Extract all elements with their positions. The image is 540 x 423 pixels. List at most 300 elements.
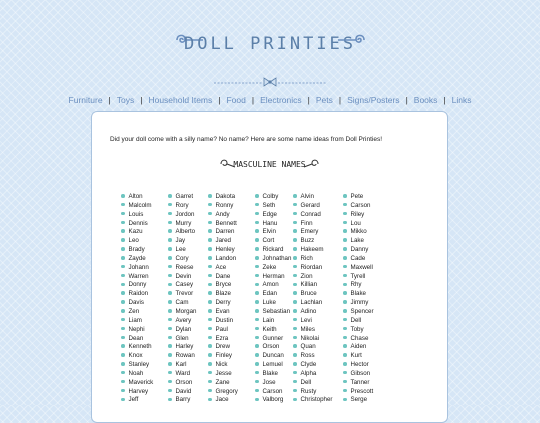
name-text: Cort bbox=[262, 237, 275, 245]
bullet-icon bbox=[255, 380, 259, 384]
bullet-icon bbox=[255, 362, 259, 366]
name-list-item bbox=[208, 255, 238, 264]
name-text: Orson bbox=[262, 343, 280, 351]
name-text: Andy bbox=[215, 210, 230, 218]
name-text: Murry bbox=[175, 219, 192, 227]
bullet-icon bbox=[255, 389, 259, 393]
name-text: Tanner bbox=[350, 378, 370, 386]
bullet-icon bbox=[121, 274, 125, 278]
bullet-icon bbox=[208, 389, 212, 393]
name-text: Dell bbox=[300, 378, 312, 386]
bullet-icon bbox=[343, 221, 347, 225]
bullet-icon bbox=[343, 203, 347, 207]
name-list-item bbox=[208, 211, 238, 220]
name-list-item bbox=[208, 273, 238, 282]
bullet-icon bbox=[168, 344, 172, 348]
bullet-icon bbox=[255, 327, 259, 331]
intro-text: Did your doll come with a silly name? No name? Here are some name ideas from Doll Printies! bbox=[110, 136, 383, 143]
name-text: Liam bbox=[128, 316, 142, 324]
nav-separator: | bbox=[251, 95, 255, 105]
name-list-item bbox=[208, 299, 238, 308]
nav-toys[interactable]: Toys bbox=[116, 95, 135, 105]
name-text: Jared bbox=[215, 237, 231, 245]
name-column bbox=[168, 193, 196, 405]
name-list-item bbox=[208, 335, 238, 344]
name-list-item bbox=[121, 335, 153, 344]
name-text: Jose bbox=[262, 378, 276, 386]
bullet-icon bbox=[208, 194, 212, 198]
name-text: Prescott bbox=[350, 387, 374, 395]
name-text: Blaze bbox=[215, 290, 231, 298]
name-list-item bbox=[168, 264, 196, 273]
name-text: Stanley bbox=[128, 361, 150, 369]
name-list-item bbox=[343, 193, 374, 202]
name-list-item bbox=[255, 246, 291, 255]
name-text: Lake bbox=[350, 237, 364, 245]
name-text: Noah bbox=[128, 369, 144, 377]
name-text: Warren bbox=[128, 272, 149, 280]
name-column bbox=[121, 193, 153, 405]
bullet-icon bbox=[293, 229, 297, 233]
name-text: Duncan bbox=[262, 352, 284, 360]
name-text: Karl bbox=[175, 361, 187, 369]
name-text: Rich bbox=[300, 254, 313, 262]
name-text: David bbox=[175, 387, 192, 395]
name-list-item bbox=[293, 361, 332, 370]
name-list-item bbox=[168, 370, 196, 379]
name-list-item bbox=[255, 281, 291, 290]
name-text: Paul bbox=[215, 325, 228, 333]
name-text: Edge bbox=[262, 210, 277, 218]
name-text: Maverick bbox=[128, 378, 154, 386]
name-list-item bbox=[255, 193, 291, 202]
name-list-item bbox=[208, 228, 238, 237]
name-list-item bbox=[208, 370, 238, 379]
bullet-icon bbox=[208, 256, 212, 260]
name-list-item bbox=[121, 246, 153, 255]
name-list-item bbox=[293, 211, 332, 220]
bullet-icon bbox=[293, 344, 297, 348]
bullet-icon bbox=[168, 309, 172, 313]
name-text: Rusty bbox=[300, 387, 317, 395]
name-list-item bbox=[293, 273, 332, 282]
main-nav bbox=[0, 95, 540, 105]
bullet-icon bbox=[121, 318, 125, 322]
bullet-icon bbox=[208, 274, 212, 278]
name-list-item bbox=[293, 308, 332, 317]
bullet-icon bbox=[168, 203, 172, 207]
bullet-icon bbox=[208, 380, 212, 384]
name-text: Gibson bbox=[350, 369, 371, 377]
name-text: Hanu bbox=[262, 219, 278, 227]
name-text: Carson bbox=[350, 201, 371, 209]
name-list-item bbox=[293, 193, 332, 202]
name-text: Alpha bbox=[300, 369, 317, 377]
name-list-item bbox=[343, 352, 374, 361]
name-list-item bbox=[208, 281, 238, 290]
name-text: Levi bbox=[300, 316, 312, 324]
name-text: Colby bbox=[262, 193, 279, 200]
name-text: Dell bbox=[350, 316, 362, 324]
bullet-icon bbox=[255, 274, 259, 278]
name-text: Alton bbox=[128, 193, 143, 200]
name-list-item bbox=[293, 202, 332, 211]
bullet-icon bbox=[168, 327, 172, 331]
name-text: Dean bbox=[128, 334, 144, 342]
bullet-icon bbox=[168, 221, 172, 225]
bullet-icon bbox=[168, 229, 172, 233]
name-text: Orson bbox=[175, 378, 193, 386]
nav-signs-posters[interactable]: Signs/Posters bbox=[347, 95, 400, 105]
name-text: Lachlan bbox=[300, 299, 323, 307]
name-list-item bbox=[255, 343, 291, 352]
bullet-icon bbox=[255, 221, 259, 225]
swirl-ornament-small-right-icon bbox=[303, 158, 319, 170]
name-list-item bbox=[168, 281, 196, 290]
name-text: Ward bbox=[175, 369, 191, 377]
name-text: Adino bbox=[300, 307, 317, 315]
name-text: Seth bbox=[262, 201, 276, 209]
name-list-item bbox=[208, 202, 238, 211]
bullet-icon bbox=[168, 371, 172, 375]
bullet-icon bbox=[293, 283, 297, 287]
name-text: Finley bbox=[215, 352, 233, 360]
name-list-item bbox=[255, 202, 291, 211]
name-list-item bbox=[343, 299, 374, 308]
name-text: Nephi bbox=[128, 325, 145, 333]
name-list-item bbox=[121, 343, 153, 352]
name-text: Tyrell bbox=[350, 272, 366, 280]
name-list-item bbox=[343, 237, 374, 246]
name-text: Kurt bbox=[350, 352, 362, 360]
bullet-icon bbox=[255, 247, 259, 251]
name-list-item bbox=[208, 246, 238, 255]
nav-links[interactable]: Links bbox=[451, 95, 472, 105]
bullet-icon bbox=[168, 362, 172, 366]
name-text: Gunner bbox=[262, 334, 284, 342]
bullet-icon bbox=[208, 371, 212, 375]
bullet-icon bbox=[255, 212, 259, 216]
name-text: Avery bbox=[175, 316, 192, 324]
name-text: Garret bbox=[175, 193, 194, 200]
name-text: Hector bbox=[350, 361, 369, 369]
name-list-item bbox=[121, 228, 153, 237]
bullet-icon bbox=[208, 291, 212, 295]
name-list-item bbox=[343, 220, 374, 229]
name-list-item bbox=[121, 317, 153, 326]
bullet-icon bbox=[293, 327, 297, 331]
bullet-icon bbox=[343, 309, 347, 313]
name-text: Riley bbox=[350, 210, 365, 218]
name-text: Trevor bbox=[175, 290, 194, 298]
name-list-item bbox=[121, 352, 153, 361]
name-column bbox=[293, 193, 332, 405]
name-text: Raidon bbox=[128, 290, 149, 298]
name-list-item bbox=[343, 264, 374, 273]
name-text: Zeke bbox=[262, 263, 277, 271]
name-column bbox=[255, 193, 291, 405]
name-text: Gerard bbox=[300, 201, 320, 209]
nav-separator: | bbox=[338, 95, 342, 105]
name-list-item bbox=[343, 388, 374, 397]
bullet-icon bbox=[343, 283, 347, 287]
name-text: Jordon bbox=[175, 210, 195, 218]
bullet-icon bbox=[255, 344, 259, 348]
name-text: Jimmy bbox=[350, 299, 369, 307]
name-text: Rowan bbox=[175, 352, 195, 360]
bullet-icon bbox=[208, 398, 212, 402]
name-list-item bbox=[168, 246, 196, 255]
name-text: Gregory bbox=[215, 387, 238, 395]
bullet-icon bbox=[343, 274, 347, 278]
bullet-icon bbox=[168, 238, 172, 242]
bullet-icon bbox=[343, 336, 347, 340]
name-list-item bbox=[168, 396, 196, 405]
name-list-item bbox=[293, 290, 332, 299]
name-text: Harvey bbox=[128, 387, 149, 395]
bullet-icon bbox=[293, 362, 297, 366]
name-column bbox=[208, 193, 238, 405]
name-text: Keith bbox=[262, 325, 277, 333]
name-list-item bbox=[121, 299, 153, 308]
bullet-icon bbox=[208, 309, 212, 313]
bullet-icon bbox=[293, 353, 297, 357]
bullet-icon bbox=[343, 318, 347, 322]
swirl-ornament-right-icon bbox=[336, 32, 366, 48]
section-title: MASCULINE NAMES bbox=[233, 160, 306, 169]
nav-separator: | bbox=[218, 95, 221, 105]
name-list-item bbox=[255, 326, 291, 335]
name-list-item bbox=[208, 352, 238, 361]
name-list-item bbox=[343, 211, 374, 220]
name-list-item bbox=[168, 343, 196, 352]
nav-books[interactable]: Books bbox=[413, 95, 438, 105]
bullet-icon bbox=[343, 327, 347, 331]
name-list-item bbox=[255, 308, 291, 317]
bullet-icon bbox=[168, 389, 172, 393]
name-list-item bbox=[255, 273, 291, 282]
name-text: Dennis bbox=[128, 219, 148, 227]
name-list-item bbox=[293, 281, 332, 290]
name-list-item bbox=[343, 317, 374, 326]
name-list-item bbox=[293, 379, 332, 388]
name-text: Luke bbox=[262, 299, 276, 307]
bullet-icon bbox=[168, 265, 172, 269]
name-text: Cam bbox=[175, 299, 189, 307]
name-text: Valborg bbox=[262, 396, 284, 404]
name-text: Donny bbox=[128, 281, 147, 289]
bullet-icon bbox=[293, 380, 297, 384]
name-text: Landon bbox=[215, 254, 237, 262]
bullet-icon bbox=[168, 274, 172, 278]
name-list-item bbox=[168, 326, 196, 335]
name-text: Ezra bbox=[215, 334, 229, 342]
name-text: Amon bbox=[262, 281, 279, 289]
name-list-item bbox=[255, 361, 291, 370]
name-list-item bbox=[255, 370, 291, 379]
name-list-item bbox=[168, 211, 196, 220]
bullet-icon bbox=[343, 300, 347, 304]
name-list-item bbox=[293, 370, 332, 379]
bullet-icon bbox=[121, 389, 125, 393]
bullet-icon bbox=[343, 256, 347, 260]
name-text: Darren bbox=[215, 228, 235, 236]
name-text: Sebastian bbox=[262, 307, 291, 315]
bullet-icon bbox=[255, 353, 259, 357]
nav-electronics[interactable]: Electronics bbox=[260, 95, 302, 105]
name-list-item bbox=[121, 388, 153, 397]
name-list-item bbox=[255, 317, 291, 326]
name-list-item bbox=[168, 388, 196, 397]
name-text: Ross bbox=[300, 352, 315, 360]
bullet-icon bbox=[293, 194, 297, 198]
name-list-item bbox=[168, 220, 196, 229]
content-panel bbox=[91, 111, 448, 423]
name-text: Rickard bbox=[262, 246, 284, 254]
name-text: Derry bbox=[215, 299, 231, 307]
name-text: Brady bbox=[128, 246, 145, 254]
name-list-item bbox=[121, 202, 153, 211]
name-list-item bbox=[293, 220, 332, 229]
name-list-item bbox=[343, 396, 374, 405]
name-list-item bbox=[343, 308, 374, 317]
name-text: Lee bbox=[175, 246, 186, 254]
name-text: Danny bbox=[350, 246, 369, 254]
name-text: Hakeem bbox=[300, 246, 324, 254]
bullet-icon bbox=[293, 221, 297, 225]
bullet-icon bbox=[121, 194, 125, 198]
name-list-item bbox=[343, 255, 374, 264]
bullet-icon bbox=[293, 336, 297, 340]
bullet-icon bbox=[255, 398, 259, 402]
name-list-item bbox=[255, 290, 291, 299]
name-text: Reese bbox=[175, 263, 194, 271]
site-header bbox=[0, 30, 540, 60]
name-list-item bbox=[343, 246, 374, 255]
name-list-item bbox=[293, 228, 332, 237]
name-list-item bbox=[168, 290, 196, 299]
bullet-icon bbox=[121, 247, 125, 251]
name-text: Evan bbox=[215, 307, 230, 315]
bullet-icon bbox=[343, 389, 347, 393]
bullet-icon bbox=[343, 212, 347, 216]
bullet-icon bbox=[293, 309, 297, 313]
bullet-icon bbox=[121, 336, 125, 340]
name-text: Zen bbox=[128, 307, 140, 315]
name-text: Kenneth bbox=[128, 343, 152, 351]
bullet-icon bbox=[255, 229, 259, 233]
bullet-icon bbox=[121, 221, 125, 225]
name-list-item bbox=[255, 220, 291, 229]
bullet-icon bbox=[293, 291, 297, 295]
name-list-item bbox=[168, 335, 196, 344]
bullet-icon bbox=[168, 256, 172, 260]
name-text: Riordan bbox=[300, 263, 323, 271]
site-title[interactable]: DOLL PRINTIES bbox=[183, 34, 357, 54]
name-list-item bbox=[168, 237, 196, 246]
nav-household-items[interactable]: Household Items bbox=[148, 95, 213, 105]
bullet-icon bbox=[208, 203, 212, 207]
nav-pets[interactable]: Pets bbox=[315, 95, 333, 105]
bullet-icon bbox=[208, 336, 212, 340]
name-text: Bennett bbox=[215, 219, 237, 227]
name-list-item bbox=[255, 388, 291, 397]
bullet-icon bbox=[208, 238, 212, 242]
name-text: Dustin bbox=[215, 316, 234, 324]
name-list-item bbox=[168, 255, 196, 264]
nav-furniture[interactable]: Furniture bbox=[68, 95, 103, 105]
nav-separator: | bbox=[140, 95, 143, 105]
name-list-item bbox=[121, 273, 153, 282]
name-text: Carson bbox=[262, 387, 283, 395]
bullet-icon bbox=[343, 291, 347, 295]
name-text: Herman bbox=[262, 272, 285, 280]
name-list-item bbox=[121, 290, 153, 299]
bullet-icon bbox=[293, 247, 297, 251]
bullet-icon bbox=[121, 256, 125, 260]
name-list-item bbox=[208, 379, 238, 388]
name-text: Lain bbox=[262, 316, 275, 324]
name-list-item bbox=[293, 299, 332, 308]
name-list-item bbox=[293, 396, 332, 405]
bullet-icon bbox=[293, 265, 297, 269]
name-list-item bbox=[293, 264, 332, 273]
bullet-icon bbox=[121, 371, 125, 375]
nav-separator: | bbox=[405, 95, 408, 105]
bullet-icon bbox=[121, 398, 125, 402]
name-list-item bbox=[121, 211, 153, 220]
bullet-icon bbox=[208, 212, 212, 216]
bullet-icon bbox=[168, 212, 172, 216]
bullet-icon bbox=[255, 309, 259, 313]
name-list-item bbox=[121, 193, 153, 202]
name-list-item bbox=[168, 308, 196, 317]
bullet-icon bbox=[168, 398, 172, 402]
bow-divider-icon bbox=[214, 76, 326, 88]
name-list-item bbox=[255, 335, 291, 344]
bullet-icon bbox=[293, 300, 297, 304]
bullet-icon bbox=[208, 247, 212, 251]
name-text: Serge bbox=[350, 396, 368, 404]
name-list-item bbox=[208, 317, 238, 326]
bullet-icon bbox=[255, 283, 259, 287]
name-column bbox=[343, 193, 374, 405]
name-text: Cory bbox=[175, 254, 189, 262]
bullet-icon bbox=[208, 265, 212, 269]
name-text: Casey bbox=[175, 281, 194, 289]
name-text: Jeff bbox=[128, 396, 139, 404]
name-list-item bbox=[121, 264, 153, 273]
bullet-icon bbox=[343, 194, 347, 198]
name-list-item bbox=[293, 343, 332, 352]
bullet-icon bbox=[255, 265, 259, 269]
nav-food[interactable]: Food bbox=[226, 95, 246, 105]
name-text: Nick bbox=[215, 361, 228, 369]
name-text: Johnathan bbox=[262, 254, 292, 262]
name-list-item bbox=[168, 273, 196, 282]
bullet-icon bbox=[343, 371, 347, 375]
name-text: Rory bbox=[175, 201, 189, 209]
name-list-item bbox=[343, 228, 374, 237]
name-text: Ronny bbox=[215, 201, 234, 209]
bullet-icon bbox=[168, 194, 172, 198]
name-list-item bbox=[121, 370, 153, 379]
name-text: Alvin bbox=[300, 193, 314, 200]
name-text: Spencer bbox=[350, 307, 374, 315]
name-text: Zion bbox=[300, 272, 313, 280]
bullet-icon bbox=[343, 398, 347, 402]
name-list-item bbox=[121, 361, 153, 370]
